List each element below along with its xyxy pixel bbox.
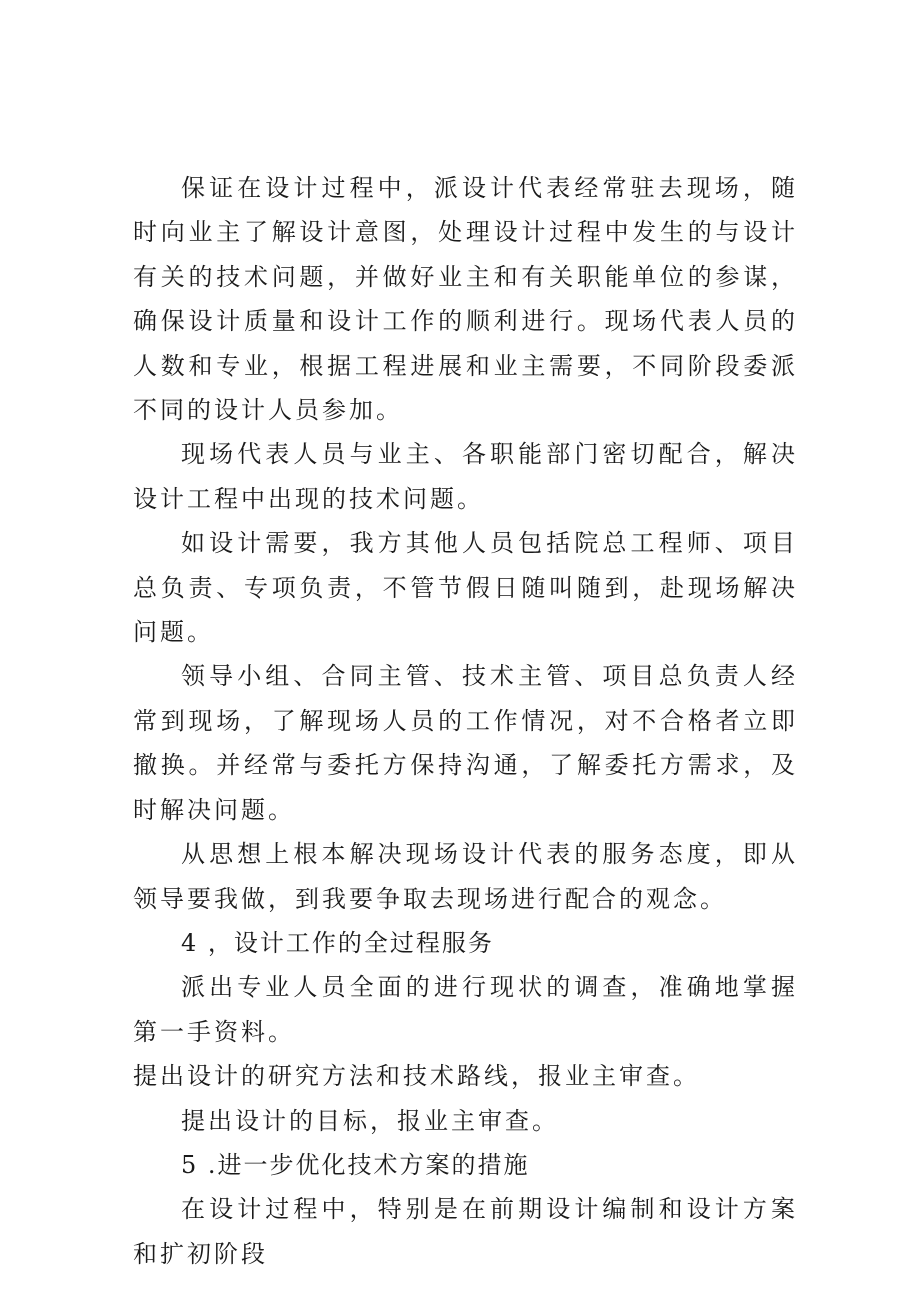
paragraph-research-method: 提出设计的研究方法和技术路线，报业主审查。 — [133, 1062, 700, 1091]
paragraph-design-goal: 提出设计的目标，报业主审查。 — [181, 1106, 559, 1135]
section-heading-5: 5 .进一步优化技术方案的措施 — [181, 1150, 530, 1179]
paragraph-other-staff: 如设计需要，我方其他人员包括院总工程师、项目总负责、专项负责，不管节假日随叫随到，赴现场解决问题。 — [133, 529, 798, 647]
paragraph-survey: 派出专业人员全面的进行现状的调查，准确地掌握第一手资料。 — [133, 973, 798, 1046]
section-heading-4: 4 ，设计工作的全过程服务 — [181, 928, 494, 957]
paragraph-leadership: 领导小组、合同主管、技术主管、项目总负责人经常到现场，了解现场人员的工作情况，对不合格者立即撤换。并经常与委托方保持沟通，了解委托方需求，及时解决问题。 — [133, 662, 798, 824]
paragraph-design-process: 在设计过程中，特别是在前期设计编制和设计方案和扩初阶段 — [133, 1195, 798, 1268]
paragraph-service-attitude: 从思想上根本解决现场设计代表的服务态度，即从领导要我做，到我要争取去现场进行配合的观念。 — [133, 840, 798, 913]
paragraph-site-representative: 保证在设计过程中，派设计代表经常驻去现场，随时向业主了解设计意图，处理设计过程中发生的与设计有关的技术问题，并做好业主和有关职能单位的参谋，确保设计质量和设计工作的顺利进行。现场代表人员的人数和专业，根据工程进展和业主需要，不同阶段委派不同的设计人员参加。 — [133, 174, 798, 425]
paragraph-coordination: 现场代表人员与业主、各职能部门密切配合，解决设计工程中出现的技术问题。 — [133, 440, 798, 513]
document-body — [133, 166, 798, 1276]
